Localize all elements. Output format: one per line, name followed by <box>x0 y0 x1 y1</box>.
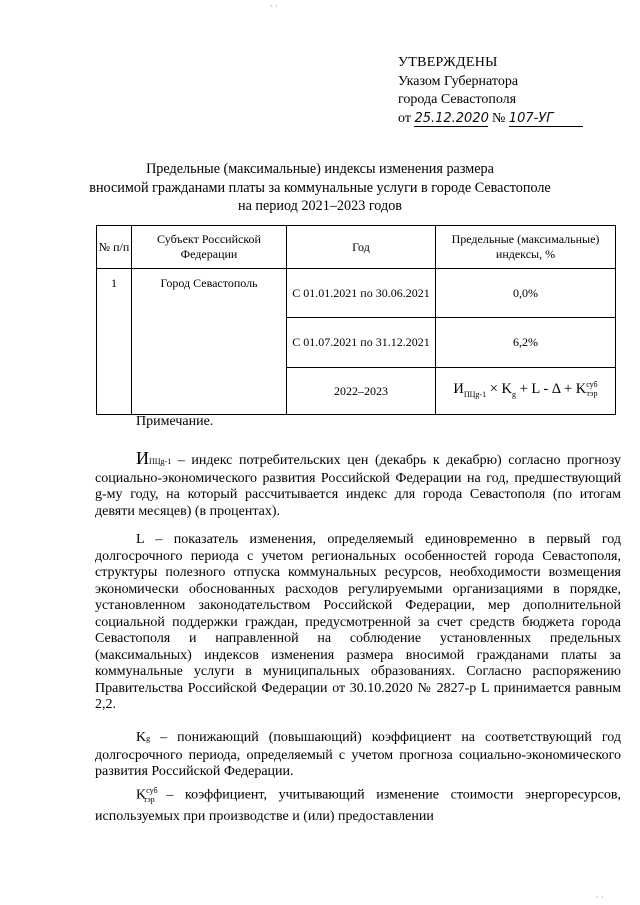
cell-index-value: 6,2% <box>436 318 616 368</box>
cell-formula <box>436 368 616 415</box>
note-paragraph-l <box>95 532 621 714</box>
approval-date-line <box>398 110 583 129</box>
approval-decree: Указом Губернатора <box>398 73 519 89</box>
approval-block <box>398 54 583 128</box>
symbol-k-sub: тэр <box>143 795 155 805</box>
from-label: от <box>398 110 411 126</box>
header-year: Год <box>287 226 436 269</box>
header-no: № п/п <box>97 226 132 269</box>
table-row <box>97 269 616 318</box>
title-line: Предельные (максимальные) индексы изменения размера <box>146 161 494 177</box>
title-line: на период 2021–2023 годов <box>237 198 402 214</box>
cell-row-no: 1 <box>97 269 132 415</box>
symbol-i: И <box>136 448 149 468</box>
document-title <box>60 160 580 216</box>
cell-period: С 01.07.2021 по 31.12.2021 <box>287 318 436 368</box>
note-label: Примечание. <box>136 414 214 429</box>
approval-title: УТВЕРЖДЕНЫ <box>398 55 498 70</box>
scan-mark: · · <box>596 893 604 902</box>
header-subject: Субъект Российской Федерации <box>132 226 287 269</box>
paragraph-text: – коэффициент, учитывающий изменение стоимости энергоресурсов, используемых при производстве и (или) предоставлении <box>95 787 622 824</box>
approval-city: города Севастополя <box>398 92 517 107</box>
cell-subject: Город Севастополь <box>132 269 287 415</box>
symbol-k-sup: суб <box>146 786 158 795</box>
header-index: Предельные (максимальные) индексы, % <box>436 226 616 269</box>
cell-index-value: 0,0% <box>436 269 616 318</box>
paragraph-text: – индекс потребительских цен (декабрь к декабрю) согласно прогнозу социально-экономического развития Российской Федерации на год, предшествующий g-му году, на который рассчитывается индекс для города Севастополя (по итогам девяти месяцев) (в процентах). <box>95 453 621 519</box>
approval-number: 107-УГ <box>509 112 583 127</box>
note-paragraph-kg <box>95 730 621 781</box>
note-paragraph-ipc <box>95 450 621 520</box>
number-label: № <box>491 110 506 126</box>
index-formula: $И_{ПЦg-1} \times K_g + L - \Delta + K$ суб тэр <box>453 380 598 399</box>
cell-period: С 01.01.2021 по 30.06.2021 <box>287 269 436 318</box>
index-table <box>96 225 616 415</box>
cell-period: 2022–2023 <box>287 368 436 415</box>
approval-date: 25.12.2020 <box>414 110 489 126</box>
note-paragraph-ktep <box>95 783 621 825</box>
paragraph-text: – понижающий (повышающий) коэффициент на соответствующий год долгосрочного периода, определяемый с учетом прогноза социально-экономического развития Российской Федерации. <box>95 730 621 779</box>
symbol-k: K <box>136 730 147 745</box>
paragraph-text: L – показатель изменения, определяемый единовременно в первый год долгосрочного периода с учетом региональных особенностей города Севастополя, структуры полезного отпуска коммунальных ресурсов, необходимости возмещения экономически обоснованных расходов регулируемыми организациями в порядке, установленном законодательством Российской Федерации, мер дополнительной социальной поддержки граждан, предусмотренной за счет средств бюджета города Севастополя и направленной на соблюдение установленных предельных (максимальных) индексов изменения размера вносимой гражданами платы за коммунальные услуги в муниципальных образованиях. Согласно распоряжению Правительства Российской Федерации от 30.10.2020 № 2827-р L принимается равным 2,2. <box>95 532 621 712</box>
symbol-kg-sub: g <box>146 734 151 743</box>
symbol-i-sub: ПЦg-1 <box>149 457 172 466</box>
scan-mark: · · <box>270 2 278 11</box>
symbol-k: K <box>136 787 147 803</box>
title-line: вносимой гражданами платы за коммунальные услуги в городе Севастополе <box>89 179 551 196</box>
table-header-row <box>97 226 616 269</box>
